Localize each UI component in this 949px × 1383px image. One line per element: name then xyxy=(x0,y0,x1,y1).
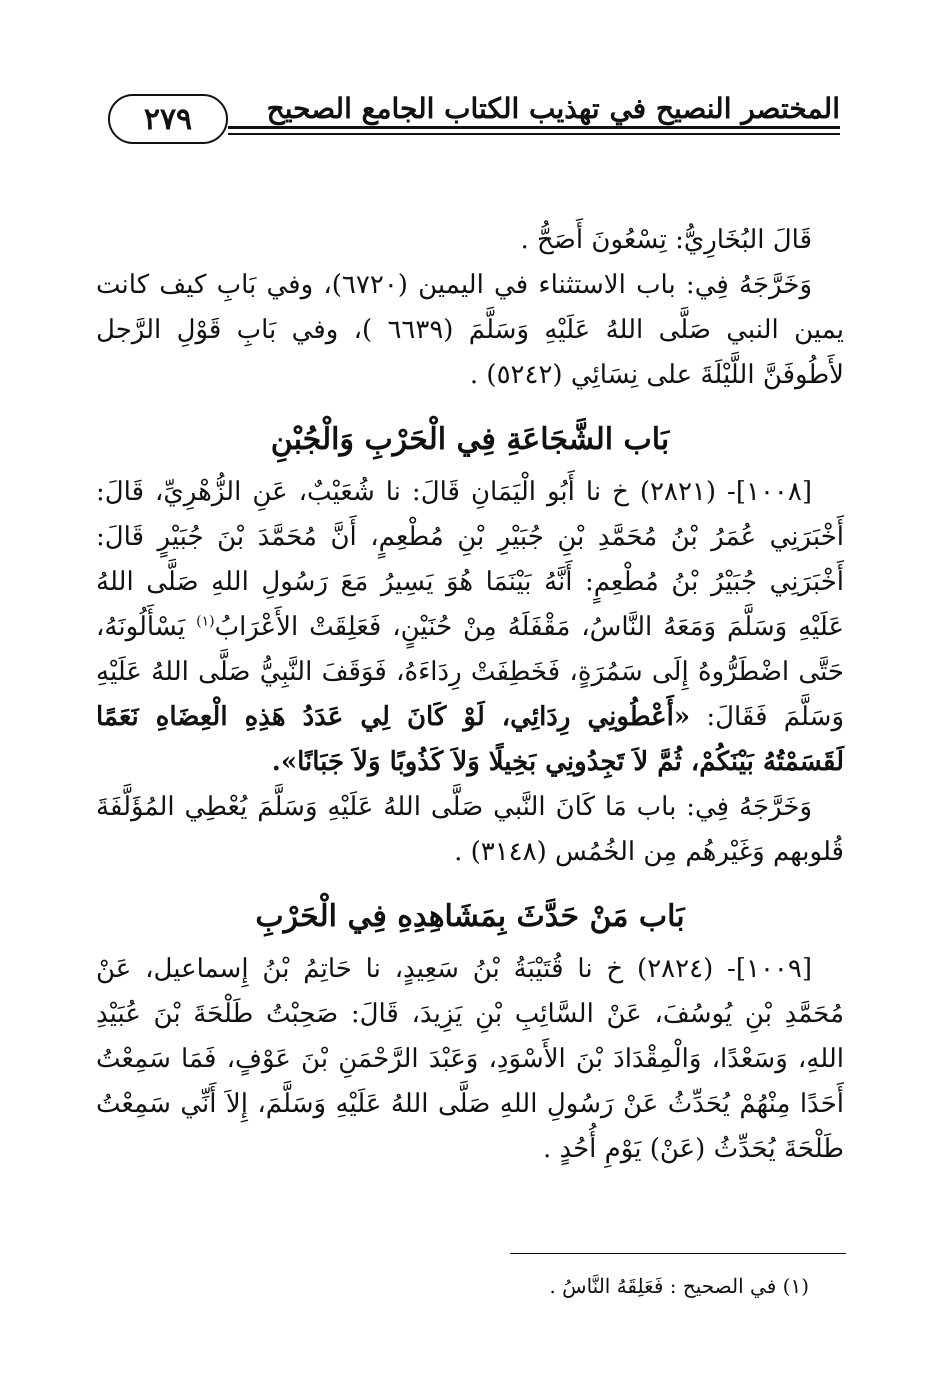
paragraph-takhrij-2: وَخَرَّجَهُ فِي: باب مَا كَانَ النَّبي صَلَّى اللهُ عَلَيْهِ وَسَلَّمَ يُعْطِي المُؤَلَّفَةَ قُلوبهم وَغَيْرهُم مِن الخُمُس (٣١٤٨) . xyxy=(96,792,844,867)
footnote-separator xyxy=(510,1253,846,1254)
paragraph-takhrij-1: وَخَرَّجَهُ فِي: باب الاستثناء في اليمين (٦٧٢٠)، وفي بَابِ كيف كانت يمين النبي صَلَّى اللهُ عَلَيْهِ وَسَلَّمَ (٦٦٣٩ )، وفي بَابِ قَوْلِ الرَّجل لأَطُوفَنَّ اللَّيْلَةَ على نِسَائِي (٥٢٤٢) . xyxy=(96,270,844,390)
page-body xyxy=(96,218,844,1172)
hadith-1008-mid: يَسْأَلُونَهُ، حَتَّى اضْطَرُّوهُ إِلَى سَمُرَةٍ، فَخَطِفَتْ رِدَاءَهُ، فَوَقَفَ النَّبِيُّ صَلَّى اللهُ عَلَيْهِ وَسَلَّمَ فَقَالَ: xyxy=(96,612,844,732)
page-number: ٢٧٩ xyxy=(108,94,228,144)
hadith-1008-quote: «أَعْطُونِي رِدَائِي، لَوْ كَانَ لِي عَدَدُ هَذِهِ الْعِضَاهِ نَعَمًا لَقَسَمْتُهُ بَيْنَكُمْ، ثُمَّ لاَ تَجِدُونِي بَخِيلًا وَلاَ كَذُوبًا وَلاَ جَبَانًا». xyxy=(96,702,844,777)
chapter-heading-courage: بَاب الشَّجَاعَةِ فِي الْحَرْبِ وَالْجُبْنِ xyxy=(270,422,670,457)
running-title: المختصر النصيح في تهذيب الكتاب الجامع الصحيح xyxy=(266,92,840,125)
footnote: (١) في الصحيح : فَعَلِقَهُ النَّاسُ . xyxy=(549,1274,809,1298)
chapter-heading-battles: بَاب مَنْ حَدَّثَ بِمَشَاهِدِهِ فِي الْحَرْبِ xyxy=(255,899,685,934)
hadith-1008-intro: [١٠٠٨]- (٢٨٢١) خ نا أَبُو الْيَمَانِ قَالَ: نا شُعَيْبٌ، عَنِ الزُّهْرِيِّ، قَالَ: أَخْبَرَنِي عُمَرُ بْنُ مُحَمَّدِ بْنِ جُبَيْرِ بْنِ مُطْعِمٍ، أَنَّ مُحَمَّدَ بْنَ جُبَيْرٍ قَالَ: أَخْبَرَنِي جُبَيْرُ بْنُ مُطْعِمٍ: أَنَّهُ بَيْنَمَا هُوَ يَسِيرُ مَعَ رَسُولِ اللهِ صَلَّى اللهُ عَلَيْهِ وَسَلَّمَ وَمَعَهُ النَّاسُ، مَقْفَلَهُ مِنْ حُنَيْنٍ، فَعَلِقَتْ الأَعْرَابُ xyxy=(96,477,844,642)
hadith-1009: [١٠٠٩]- (٢٨٢٤) خ نا قُتَيْبَةُ بْنُ سَعِيدٍ، نا حَاتِمُ بْنُ إِسماعيل، عَنْ مُحَمَّدِ بْنِ يُوسُفَ، عَنْ السَّائِبِ بْنِ يَزِيدَ، قَالَ: صَحِبْتُ طَلْحَةَ بْنَ عُبَيْدِ اللهِ، وَسَعْدًا، وَالْمِقْدَادَ بْنَ الأَسْوَدِ، وَعَبْدَ الرَّحْمَنِ بْنَ عَوْفٍ، فَمَا سَمِعْتُ أَحَدًا مِنْهُمْ يُحَدِّثُ عَنْ رَسُولِ اللهِ صَلَّى اللهُ عَلَيْهِ وَسَلَّمَ، إِلاَ أَنِّي سَمِعْتُ طَلْحَةَ يُحَدِّثُ (عَنْ) يَوْمِ أُحُدٍ . xyxy=(96,954,844,1164)
page-header xyxy=(100,82,840,152)
footnote-ref: (١) xyxy=(196,613,215,630)
header-rule-thin xyxy=(228,133,840,135)
hadith-1008 xyxy=(96,470,844,785)
paragraph-bukhari-note: قَالَ البُخَارِيُّ: تِسْعُونَ أَصَحُّ . xyxy=(520,225,812,255)
header-rule xyxy=(228,126,840,129)
